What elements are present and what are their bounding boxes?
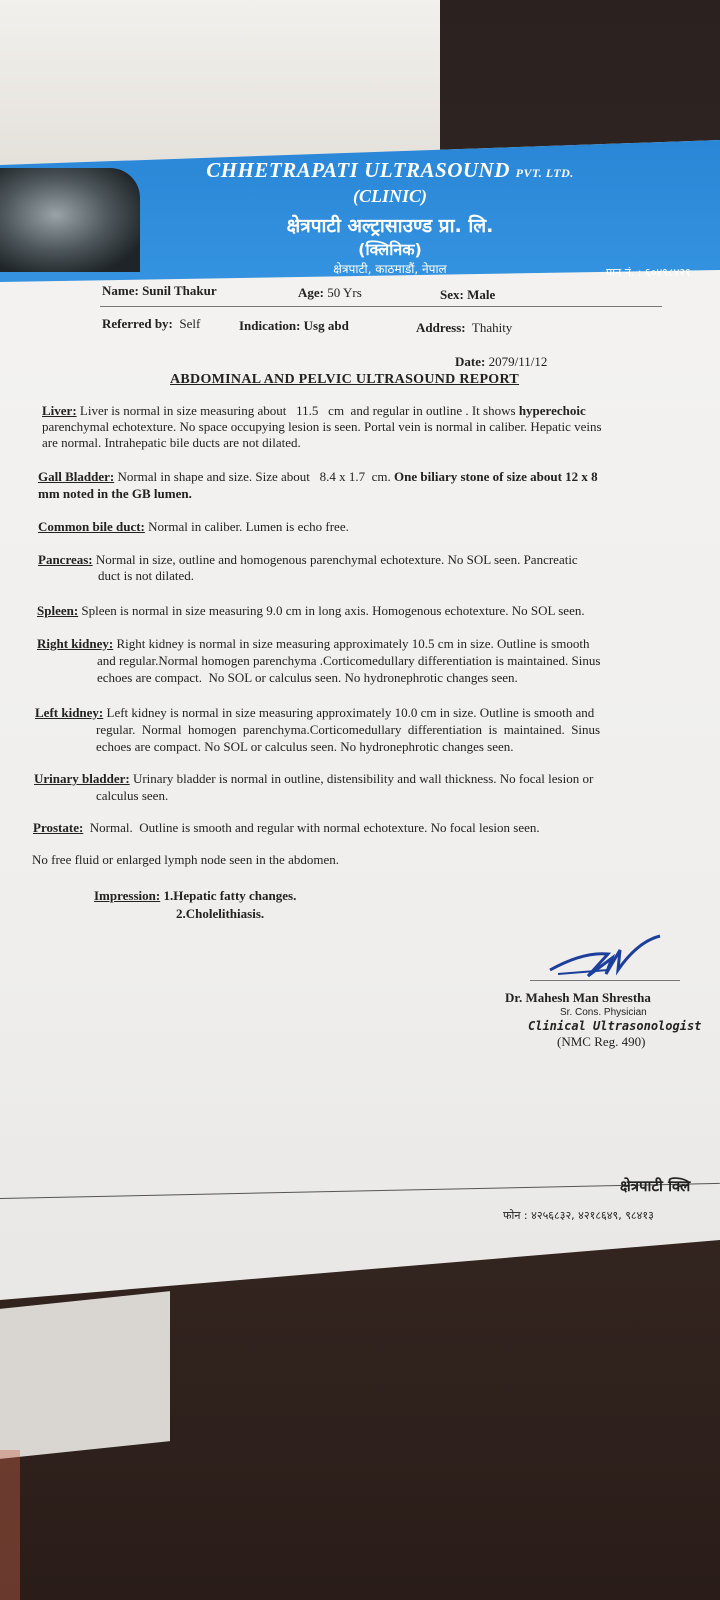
ultrasound-logo-image	[0, 168, 140, 272]
left-kidney-line-3: echoes are compact. No SOL or calculus seen. No hydronephrotic changes seen.	[96, 739, 514, 754]
clinic-name-nepali: क्षेत्रपाटी अल्ट्रासाउण्ड प्रा. लि.	[286, 215, 494, 237]
footer-clinic-name: क्षेत्रपाटी क्लि	[620, 1177, 691, 1195]
paper-edge	[0, 1450, 20, 1600]
right-kidney-line-1: Right kidney: Right kidney is normal in size measuring approximately 10.5 cm in size. Outline is smooth	[37, 636, 590, 651]
right-kidney-line-3: echoes are compact. No SOL or calculus seen. No hydronephrotic changes seen.	[97, 670, 518, 685]
patient-sex-row: Sex: Male	[440, 287, 496, 302]
pancreas-line-1: Pancreas: Normal in size, outline and homogenous parenchymal echotexture. No SOL seen. Pancreatic	[38, 552, 578, 567]
patient-age-row: Age: 50 Yrs	[298, 285, 362, 300]
footer-phone: फोन : ४२५६८३२, ४२१८६४९, ९८४१३	[503, 1209, 654, 1222]
divider	[100, 306, 662, 307]
prostate-line: Prostate: Normal. Outline is smooth and regular with normal echotexture. No focal lesion seen.	[33, 820, 540, 835]
pan-number: पान नं. : ६०४९८४२१	[606, 266, 691, 279]
signature-mark	[548, 930, 668, 986]
gb-line-2: mm noted in the GB lumen.	[38, 486, 192, 501]
clinic-address-nepali: क्षेत्रपाटी, काठमाडौं, नेपाल	[333, 262, 447, 276]
clinic-name: CHHETRAPATI ULTRASOUND PVT. LTD.	[206, 158, 574, 182]
clinic-label: (CLINIC)	[352, 186, 427, 206]
report-title: ABDOMINAL AND PELVIC ULTRASOUND REPORT	[170, 372, 520, 387]
doctor-name: Dr. Mahesh Man Shrestha	[505, 990, 651, 1005]
patient-name-row: Name: Sunil Thakur	[102, 283, 217, 298]
liver-line-1: Liver: Liver is normal in size measuring about 11.5 cm and regular in outline . It shows hyperechoic	[42, 403, 586, 418]
pancreas-line-2: duct is not dilated.	[98, 568, 195, 583]
impression-line-2: 2.Cholelithiasis.	[176, 906, 265, 921]
referred-row: Referred by: Self	[102, 316, 201, 331]
left-kidney-line-1: Left kidney: Left kidney is normal in size measuring approximately 10.0 cm in size. Outline is smooth and	[35, 705, 595, 720]
indication-row: Indication: Usg abd	[239, 318, 349, 333]
right-kidney-line-2: and regular.Normal homogen parenchyma .Corticomedullary differentiation is maintained. Sinus	[97, 653, 601, 668]
signature-line	[530, 980, 680, 981]
registration-number: (NMC Reg. 490)	[557, 1034, 646, 1049]
doctor-role: Clinical Ultrasonologist	[528, 1019, 702, 1033]
liver-line-2: parenchymal echotexture. No space occupying lesion is seen. Portal vein is normal in caliber. Hepatic veins	[42, 419, 602, 434]
left-kidney-line-2: regular. Normal homogen parenchyma.Corticomedullary differentiation is maintained. Sinus	[96, 722, 601, 737]
underlying-paper	[0, 1291, 170, 1459]
report-date: Date: 2079/11/12	[455, 354, 548, 369]
liver-line-3: are normal. Intrahepatic bile ducts are not dilated.	[42, 435, 301, 450]
bladder-line-2: calculus seen.	[96, 788, 169, 803]
clinic-label-nepali: (क्लिनिक)	[358, 240, 422, 259]
free-fluid-line: No free fluid or enlarged lymph node seen in the abdomen.	[32, 852, 339, 867]
doctor-title: Sr. Cons. Physician	[560, 1007, 647, 1018]
address-row: Address: Thahity	[416, 320, 513, 335]
gb-line-1: Gall Bladder: Normal in shape and size. Size about 8.4 x 1.7 cm. One biliary stone of size about 12 x 8	[38, 469, 598, 484]
overlapping-paper	[0, 0, 440, 172]
impression-line-1: Impression: 1.Hepatic fatty changes.	[94, 888, 297, 903]
spleen-line: Spleen: Spleen is normal in size measuring 9.0 cm in long axis. Homogenous echotexture. No SOL seen.	[37, 603, 585, 618]
cbd-line: Common bile duct: Normal in caliber. Lumen is echo free.	[38, 519, 349, 534]
bladder-line-1: Urinary bladder: Urinary bladder is normal in outline, distensibility and wall thickness. No focal lesion or	[34, 771, 594, 786]
